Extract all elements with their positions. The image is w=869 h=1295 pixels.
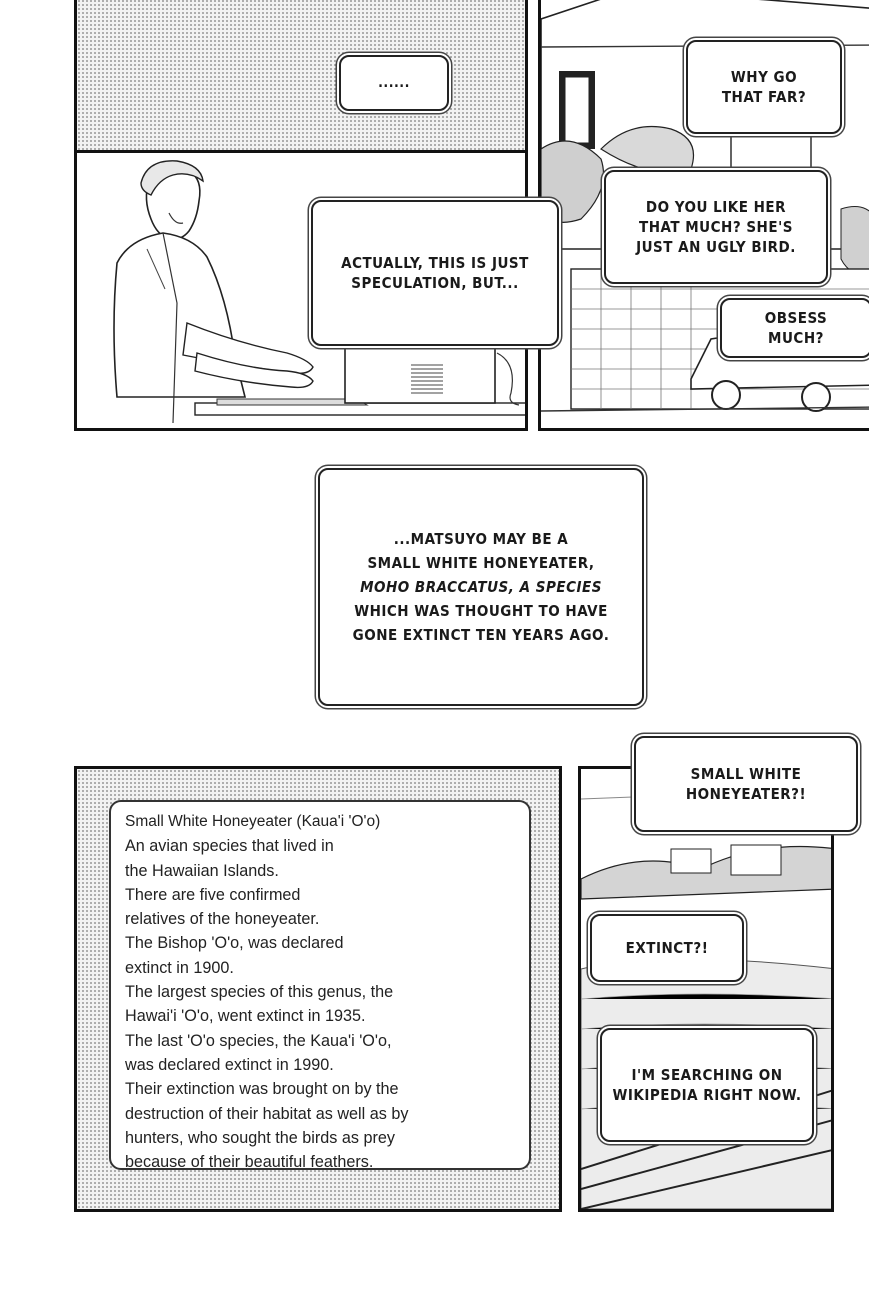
narration-line: GONE EXTINCT TEN YEARS AGO.	[352, 626, 610, 644]
wiki-line: The largest species of this genus, the	[125, 983, 394, 1002]
small-white-honeyeater-bubble: SMALL WHITE HONEYEATER?!	[634, 736, 858, 832]
ellipsis-bubble: ......	[339, 55, 449, 111]
narration-box	[318, 468, 644, 706]
panel-street-scene	[578, 766, 834, 1212]
wiki-line: hunters, who sought the birds as prey	[125, 1128, 395, 1147]
do-you-like-her-bubble: DO YOU LIKE HER THAT MUCH? SHE'S JUST AN UGLY BIRD.	[604, 170, 828, 284]
narration-line: WHICH WAS THOUGHT TO HAVE	[354, 602, 608, 620]
obsess-much-bubble: OBSESS MUCH?	[720, 298, 869, 358]
extinct-bubble: EXTINCT?!	[590, 914, 744, 982]
wiki-line: relatives of the honeyeater.	[125, 910, 320, 929]
why-go-that-far-bubble: WHY GO THAT FAR?	[686, 40, 842, 134]
speculation-bubble: ACTUALLY, THIS IS JUST SPECULATION, BUT...	[311, 200, 559, 346]
panel-top-left	[74, 0, 528, 154]
wikipedia-entry-box	[109, 800, 531, 1170]
wiki-line: The Bishop 'O'o, was declared	[125, 934, 344, 953]
wiki-line: destruction of their habitat as well as by	[125, 1104, 409, 1123]
wiki-line: Their extinction was brought on by the	[125, 1080, 399, 1099]
wiki-line: was declared extinct in 1990.	[125, 1055, 334, 1074]
wiki-line: An avian species that lived in	[125, 837, 334, 856]
wiki-line: The last 'O'o species, the Kaua'i 'O'o,	[125, 1031, 392, 1050]
wiki-line: the Hawaiian Islands.	[125, 861, 279, 880]
searching-wikipedia-bubble: I'M SEARCHING ON WIKIPEDIA RIGHT NOW.	[600, 1028, 814, 1142]
street-illustration	[581, 769, 834, 1212]
narration-line: MOHO BRACCATUS, A SPECIES	[360, 578, 602, 596]
wiki-line: There are five confirmed	[125, 885, 301, 904]
wiki-line: Hawai'i 'O'o, went extinct in 1935.	[125, 1007, 366, 1026]
narration-line: SMALL WHITE HONEYEATER,	[367, 554, 595, 572]
wiki-line: extinct in 1900.	[125, 958, 234, 977]
wiki-title: Small White Honeyeater (Kaua'i 'O'o)	[125, 813, 381, 830]
narration-line: ...MATSUYO MAY BE A	[393, 530, 569, 548]
wiki-line: because of their beautiful feathers.	[125, 1153, 374, 1172]
